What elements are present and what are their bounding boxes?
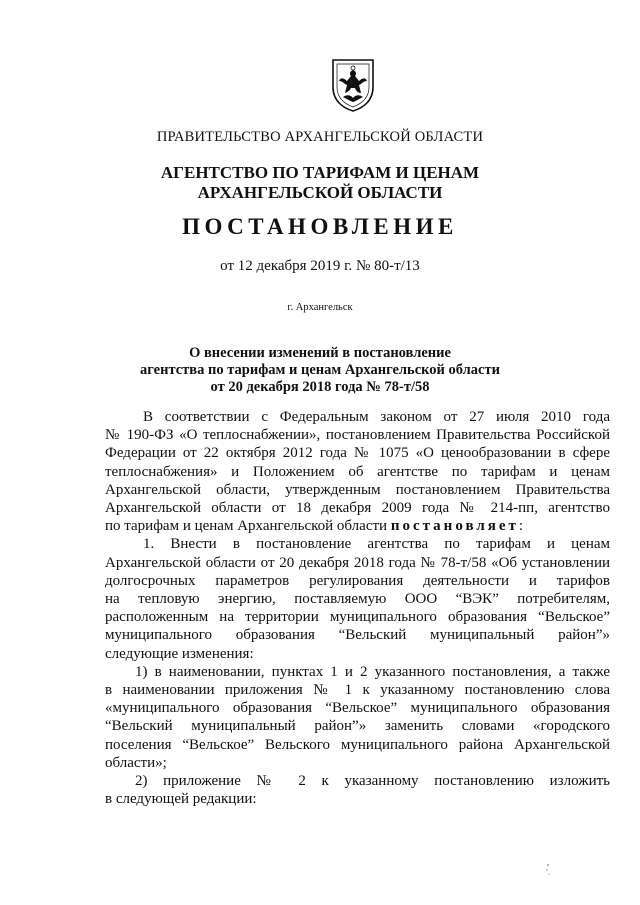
government-name: ПРАВИТЕЛЬСТВО АРХАНГЕЛЬСКОЙ ОБЛАСТИ bbox=[156, 129, 484, 145]
agency-name bbox=[0, 163, 640, 203]
subitem1-line: области»; bbox=[105, 754, 167, 771]
subitem1-line: «муниципального образования “Вельское” муниципального образования bbox=[105, 700, 610, 717]
subitem2-line: 2) приложение № 2 к указанному постановлению изложить bbox=[135, 773, 610, 790]
subitem1-line: 1) в наименовании, пунктах 1 и 2 указанного постановления, а также bbox=[135, 663, 610, 680]
scan-mark-icon bbox=[543, 862, 553, 876]
coat-of-arms-icon bbox=[329, 57, 377, 113]
decree-colon: : bbox=[518, 518, 524, 535]
item1-line: следующие изменения: bbox=[105, 645, 254, 662]
subject-line2: агентства по тарифам и ценам Архангельской области bbox=[140, 362, 500, 378]
subitem1-line: поселения “Вельское” Вельского муниципального района Архангельской bbox=[105, 736, 610, 753]
subitem1-line: в наименовании приложения № 1 к указанному постановлению слова bbox=[105, 682, 610, 699]
document-subject bbox=[0, 345, 640, 396]
subject-line3: от 20 декабря 2018 года № 78-т/58 bbox=[210, 379, 430, 395]
preamble-line: Архангельской области от 18 декабря 2009 года № 214-пп, агентство bbox=[105, 500, 610, 517]
document-date-number: от 12 декабря 2019 г. № 80-т/13 bbox=[220, 258, 420, 274]
item1-line: расположенным на территории муниципального образования “Вельское” bbox=[105, 609, 610, 626]
preamble-line: Архангельской области, утвержденным постановлением Правительства bbox=[105, 481, 610, 498]
document-type: ПОСТАНОВЛЕНИЕ bbox=[182, 214, 458, 239]
agency-name-line2: АРХАНГЕЛЬСКОЙ ОБЛАСТИ bbox=[197, 183, 443, 202]
preamble-line: по тарифам и ценам Архангельской области bbox=[105, 518, 388, 535]
item1-line: на тепловую энергию, поставляемую ООО “ВЭК” потребителям, bbox=[105, 591, 610, 608]
preamble-decree-line bbox=[105, 517, 610, 535]
agency-name-line1: АГЕНТСТВО ПО ТАРИФАМ И ЦЕНАМ bbox=[160, 163, 480, 182]
subitem1-line: “Вельский муниципальный район”» заменить словами «городского bbox=[105, 718, 610, 735]
decree-word: постановляет bbox=[390, 518, 519, 535]
item1-line: Архангельской области от 20 декабря 2018 года № 78-т/58 «Об установлении bbox=[105, 554, 610, 571]
document-body bbox=[105, 408, 610, 808]
item1-line: долгосрочных параметров регулирования деятельности и тарифов bbox=[105, 572, 610, 589]
item1-line: муниципального образования “Вельский муниципальный район”» bbox=[105, 627, 610, 644]
preamble-line: теплоснабжения» и Положением об агентстве по тарифам и ценам bbox=[105, 463, 610, 480]
preamble-line: Федерации от 22 октября 2012 года № 1075 «О ценообразовании в сфере bbox=[105, 445, 610, 462]
document-city: г. Архангельск bbox=[287, 302, 353, 313]
preamble-line: № 190-ФЗ «О теплоснабжении», постановлением Правительства Российской bbox=[105, 427, 610, 444]
preamble-line: В соответствии с Федеральным законом от 27 июля 2010 года bbox=[143, 409, 610, 425]
subject-line1: О внесении изменений в постановление bbox=[189, 345, 451, 361]
subitem2-line: в следующей редакции: bbox=[105, 791, 257, 808]
item1-line: 1. Внести в постановление агентства по тарифам и ценам bbox=[143, 536, 610, 553]
